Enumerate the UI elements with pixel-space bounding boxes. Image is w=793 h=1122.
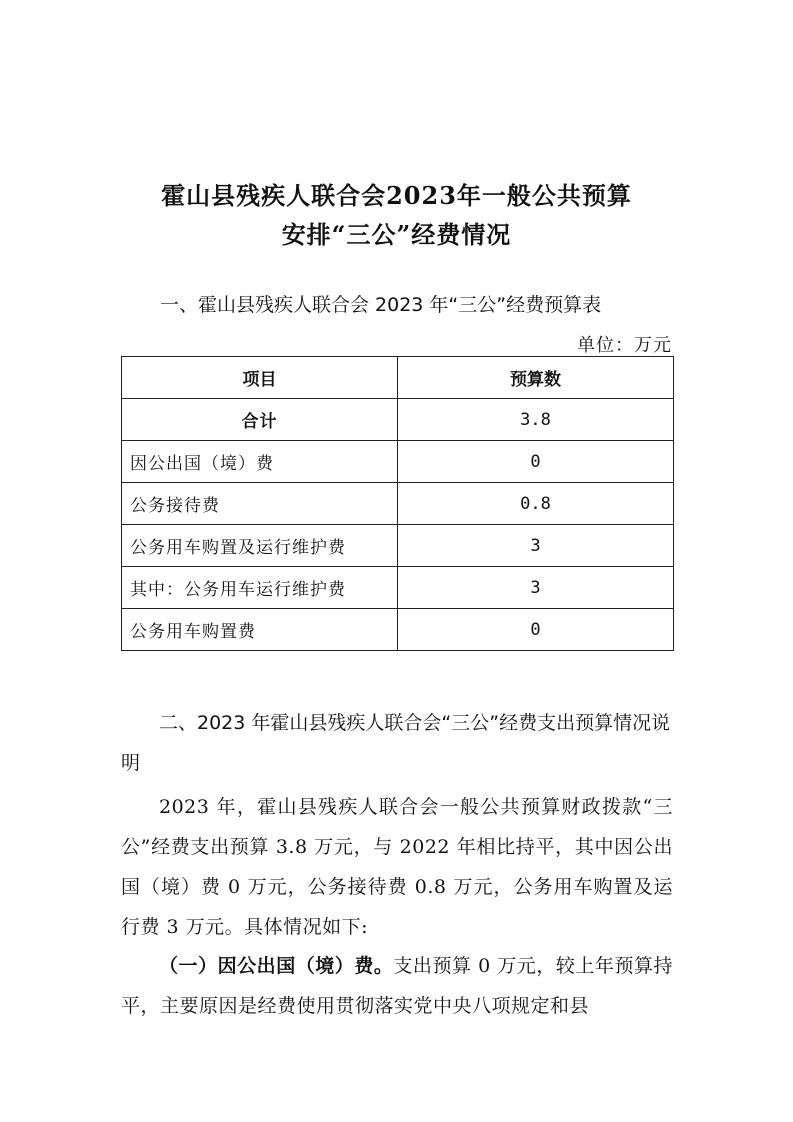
paragraph-summary xyxy=(121,787,673,947)
row-value: 0 xyxy=(398,609,674,651)
budget-table xyxy=(121,356,674,651)
row-value: 0.8 xyxy=(398,483,674,525)
row-value: 3 xyxy=(398,567,674,609)
paragraph-body-text: 支出预算 0 万元，较上年预算持平，主要原因是经费使用贯彻落实党中央八项规定和县 xyxy=(121,955,673,1017)
row-value: 0 xyxy=(398,441,674,483)
column-header-budget: 预算数 xyxy=(398,357,674,399)
table-row xyxy=(122,567,674,609)
column-header-item: 项目 xyxy=(122,357,398,399)
row-item-label: 公务接待费 xyxy=(122,483,398,525)
paragraph-summary-text: 2023 年，霍山县残疾人联合会一般公共预算财政拨款“三公”经费支出预算 3.8 万元，与 2022 年相比持平，其中因公出国（境）费 0 万元，公务接待费 0.8 万元，公务用车购置及运行费 3 万元。具体情况如下: xyxy=(121,796,673,938)
table-header-row xyxy=(122,357,674,399)
table-row xyxy=(122,399,674,441)
paragraph-lead-heading: （一）因公出国（境）费。 xyxy=(159,955,394,977)
paragraph-overseas-travel xyxy=(121,946,673,1026)
section-1-heading: 一、霍山县残疾人联合会 2023 年“三公”经费预算表 xyxy=(160,294,602,316)
row-item-label: 其中：公务用车运行维护费 xyxy=(122,567,398,609)
row-item-label: 公务用车购置费 xyxy=(122,609,398,651)
document-title-line-1: 霍山县残疾人联合会2023年一般公共预算 xyxy=(161,181,632,210)
row-value: 3 xyxy=(398,525,674,567)
table-row xyxy=(122,483,674,525)
table-row xyxy=(122,525,674,567)
row-value: 3.8 xyxy=(398,399,674,441)
table-row xyxy=(122,441,674,483)
section-2-heading-text: 二、2023 年霍山县残疾人联合会“三公”经费支出预算情况说明 xyxy=(121,712,671,774)
row-item-label: 因公出国（境）费 xyxy=(122,441,398,483)
unit-label: 单位：万元 xyxy=(577,335,672,356)
document-title-line-2: 安排“三公”经费情况 xyxy=(281,220,512,249)
table-row xyxy=(122,609,674,651)
section-2-heading xyxy=(121,703,673,783)
row-item-label: 公务用车购置及运行维护费 xyxy=(122,525,398,567)
row-item-label: 合计 xyxy=(122,399,398,441)
